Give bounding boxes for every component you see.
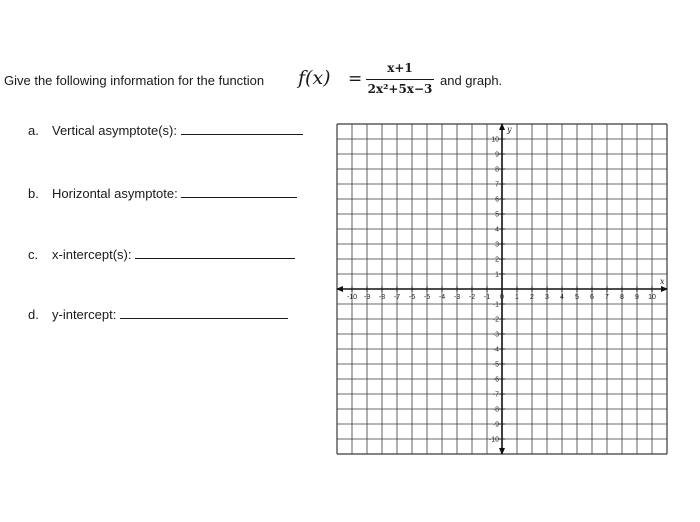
question-letter: a.: [28, 123, 39, 138]
x-tick-label: -2: [468, 294, 476, 301]
y-tick-label: -1: [492, 301, 499, 309]
y-tick-label: -5: [492, 361, 499, 369]
y-tick-label: 8: [495, 166, 499, 174]
y-tick-label: -2: [492, 316, 499, 324]
y-tick-label: 6: [495, 196, 499, 204]
x-tick-label: 3: [545, 294, 549, 301]
x-axis-label: x: [660, 277, 665, 286]
y-tick-label: 9: [495, 151, 499, 159]
x-tick-label: -8: [378, 294, 386, 301]
y-tick-label: 5: [495, 211, 499, 219]
x-tick-label: 9: [635, 294, 639, 301]
question-label: y-intercept:: [52, 307, 117, 322]
y-tick-label: 1: [495, 271, 499, 279]
x-tick-label: -10: [346, 294, 358, 301]
fraction-denominator: 2x²+5x−3: [367, 82, 433, 96]
y-tick-label: 7: [495, 181, 499, 189]
question-letter: c.: [28, 247, 39, 262]
prompt-text: Give the following information for the function: [4, 73, 265, 88]
y-tick-label: -7: [492, 391, 499, 399]
question-letter: b.: [28, 186, 39, 201]
x-tick-label: 8: [620, 294, 624, 301]
x-tick-label: 1: [515, 294, 519, 301]
x-tick-label: -9: [363, 294, 371, 301]
y-tick-label: 10: [491, 136, 499, 144]
question-label: x-intercept(s):: [52, 247, 132, 262]
y-tick-label: 4: [495, 226, 499, 234]
y-axis-label: y: [507, 125, 512, 134]
y-tick-label: 3: [495, 241, 499, 249]
fraction-numerator: x+1: [387, 61, 413, 75]
equals-sign: =: [348, 69, 363, 89]
y-tick-label: -8: [492, 406, 499, 414]
x-tick-label: 0: [500, 294, 504, 301]
function-name: f(x): [298, 67, 331, 89]
x-tick-label: 4: [560, 294, 564, 301]
y-tick-label: -10: [488, 436, 499, 444]
y-tick-label: -3: [492, 331, 499, 339]
x-tick-label: 5: [575, 294, 579, 301]
x-tick-label: 10: [648, 294, 656, 301]
question-letter: d.: [28, 307, 39, 322]
question-label: Vertical asymptote(s):: [52, 123, 177, 138]
x-tick-label: -5: [423, 294, 431, 301]
x-tick-label: -4: [438, 294, 446, 301]
x-tick-label: 6: [590, 294, 594, 301]
question-label: Horizontal asymptote:: [52, 186, 178, 201]
y-tick-label: -9: [492, 421, 499, 429]
y-tick-label: 2: [495, 256, 499, 264]
x-tick-label: -1: [483, 294, 491, 301]
x-tick-label: -6: [408, 294, 416, 301]
x-tick-label: 7: [605, 294, 609, 301]
x-tick-label: -7: [393, 294, 401, 301]
x-tick-label: 2: [530, 294, 534, 301]
x-tick-label: -3: [453, 294, 461, 301]
prompt-tail: and graph.: [440, 73, 503, 88]
y-tick-label: -4: [492, 346, 499, 354]
y-tick-label: -6: [492, 376, 499, 384]
